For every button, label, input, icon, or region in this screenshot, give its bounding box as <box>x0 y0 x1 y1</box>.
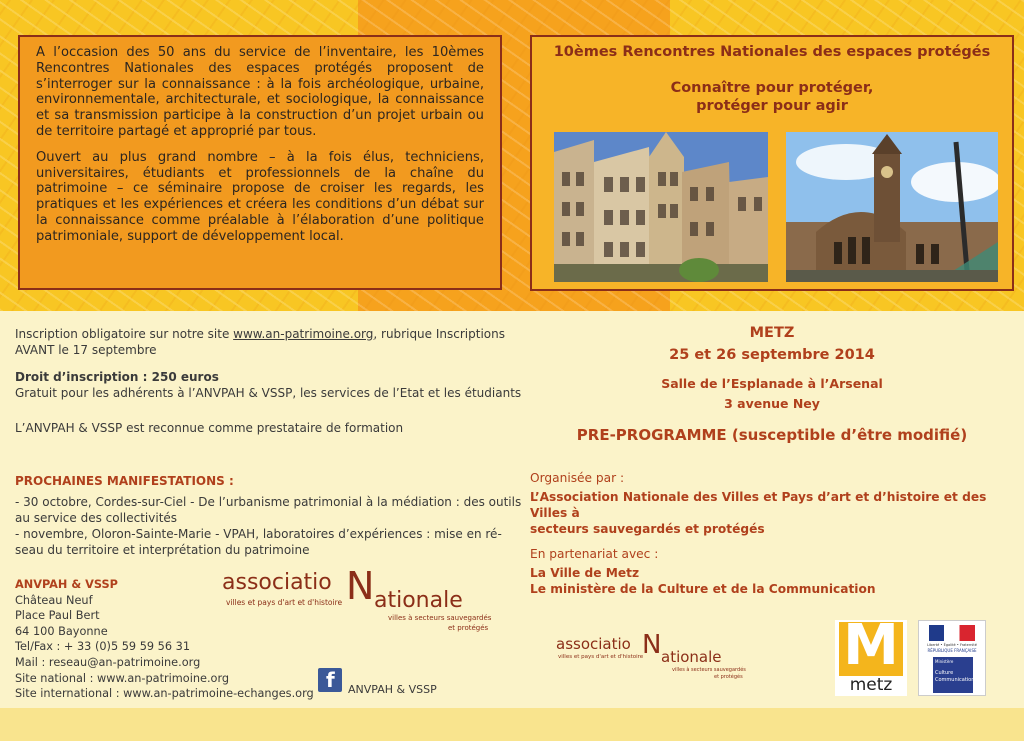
partner-1: La Ville de Metz <box>530 566 640 580</box>
logo-small-tagline-3: et protégés <box>714 674 743 680</box>
event-info <box>530 322 1014 446</box>
logo-small-word-1: associatio <box>556 635 631 653</box>
contact-tel: Tel/Fax : + 33 (0)5 59 59 56 31 <box>15 640 191 654</box>
contact-site-international[interactable]: Site international : www.an-patrimoine-echanges.org <box>15 687 314 701</box>
logo-tagline-3: et protégés <box>448 624 489 632</box>
ministry-label: Ministère <box>935 659 954 664</box>
registration-suffix: , rubrique Inscriptions <box>373 327 505 341</box>
registration-prefix: Inscription obligatoire sur notre site <box>15 327 234 341</box>
events-list <box>15 494 521 558</box>
contact-address-3: 64 100 Bayonne <box>15 624 108 638</box>
ministry-republic: RÉPUBLIQUE FRANÇAISE <box>927 648 977 653</box>
intro-paragraph-2: Ouvert au plus grand nombre – à la fois élus, techniciens, universitaires, étudiants et professionnels de la chaîne du patrimoine – ce séminaire propose de croiser les regards, les pratiques et les expériences et créera les conditions d’un débat sur la connaissance comme préalable à l’élaboration d’une politique patrimoniale, support de développement local. <box>36 149 484 244</box>
logo-word-2: ationale <box>374 588 463 613</box>
registration-line-1 <box>15 327 505 343</box>
logo-tagline-2: villes à secteurs sauvegardés <box>388 614 492 622</box>
ministry-block <box>933 657 973 693</box>
partners-list <box>530 565 876 597</box>
logo-tagline-1: villes et pays d'art et d'histoire <box>226 598 343 607</box>
event-dates: 25 et 26 septembre 2014 <box>669 347 875 363</box>
subtitle-line-2: protéger pour agir <box>696 98 848 114</box>
ministry-logo <box>918 620 986 696</box>
facebook-label[interactable]: ANVPAH & VSSP <box>348 683 437 696</box>
subtitle-line-1: Connaître pour protéger, <box>670 80 874 96</box>
organizers-name-line-1: L’Association Nationale des Villes et Pays d’art et d’histoire et des Villes à <box>530 490 987 520</box>
contact-address-1: Château Neuf <box>15 593 93 607</box>
event-venue: Salle de l’Esplanade à l’Arsenal <box>661 376 883 391</box>
event-city: METZ <box>749 325 795 341</box>
ministry-communication: Communication <box>935 677 975 683</box>
registration-fee-note: Gratuit pour les adhérents à l’ANVPAH & VSSP, les services de l’Etat et les étudiants <box>15 386 522 400</box>
association-logo-large <box>222 564 507 638</box>
registration-fee: Droit d’inscription : 250 euros <box>15 370 219 384</box>
logo-letter-n: N <box>346 564 375 608</box>
contact-org: ANVPAH & VSSP <box>15 578 118 591</box>
intro-paragraph-1: A l’occasion des 50 ans du service de l’inventaire, les 10èmes Rencontres Nationales des espaces protégés proposent de s’interroger sur la connaissance : à la fois archéologique, urbaine, environnementale, architecturale, et sociologique, la connaissance et sa transmission participe à la construction d’un projet urbain ou de territoire partagé et approprié par tous. <box>36 45 484 139</box>
header-box <box>530 35 1014 291</box>
ministry-motto: Liberté • Égalité • Fraternité <box>927 643 977 647</box>
logo-word-1: associatio <box>222 570 332 595</box>
registration-deadline: AVANT le 17 septembre <box>15 342 157 357</box>
intro-box <box>18 35 502 290</box>
french-flag-icon <box>929 625 975 641</box>
event-title: 10èmes Rencontres Nationales des espaces protégés <box>553 44 991 60</box>
association-logo-small <box>556 632 756 687</box>
facebook-icon[interactable]: f <box>318 668 342 692</box>
bottom-strip <box>0 708 1024 741</box>
event-item-1-line-1: - 30 octobre, Cordes-sur-Ciel - De l’urbanisme patrimonial à la médiation : des outils <box>15 495 522 509</box>
metz-logo-m: M <box>843 613 899 678</box>
training-note: L’ANVPAH & VSSP est reconnue comme prestataire de formation <box>15 421 404 435</box>
contact-site-national[interactable]: Site national : www.an-patrimoine.org <box>15 671 230 685</box>
partner-2: Le ministère de la Culture et de la Communication <box>530 582 876 596</box>
logo-small-word-2: ationale <box>661 648 722 666</box>
logo-small-letter-n: N <box>642 630 662 660</box>
metz-logo-text: metz <box>849 675 893 695</box>
photo-street-buildings <box>554 132 768 282</box>
event-item-1-line-2: au service des collectivités <box>15 511 178 525</box>
organizers-name <box>530 489 1020 537</box>
ministry-culture: Culture <box>935 670 954 676</box>
contact-mail[interactable]: Mail : reseau@an-patrimoine.org <box>15 655 201 669</box>
events-heading: PROCHAINES MANIFESTATIONS : <box>15 474 234 488</box>
site-link[interactable]: www.an-patrimoine.org <box>233 327 374 341</box>
registration-block <box>15 327 505 358</box>
event-item-2-line-2: seau du territoire et interprétation du patrimoine <box>15 543 310 557</box>
contact-address-2: Place Paul Bert <box>15 609 100 623</box>
metz-logo <box>835 613 907 696</box>
event-subtitle <box>532 79 1012 115</box>
logo-small-tagline-2: villes à secteurs sauvegardés <box>672 667 746 673</box>
logo-small-tagline-1: villes et pays d'art et d'histoire <box>558 654 644 660</box>
event-address: 3 avenue Ney <box>724 396 820 411</box>
organizers-name-line-2: secteurs sauvegardés et protégés <box>530 522 765 536</box>
event-item-2-line-1: - novembre, Oloron-Sainte-Marie - VPAH, laboratoires d’expériences : mise en ré- <box>15 527 502 541</box>
photo-train-station <box>786 132 998 282</box>
event-program: PRE-PROGRAMME (susceptible d’être modifié) <box>576 426 968 444</box>
partners-label: En partenariat avec : <box>530 547 659 561</box>
organizers-label: Organisée par : <box>530 471 625 485</box>
